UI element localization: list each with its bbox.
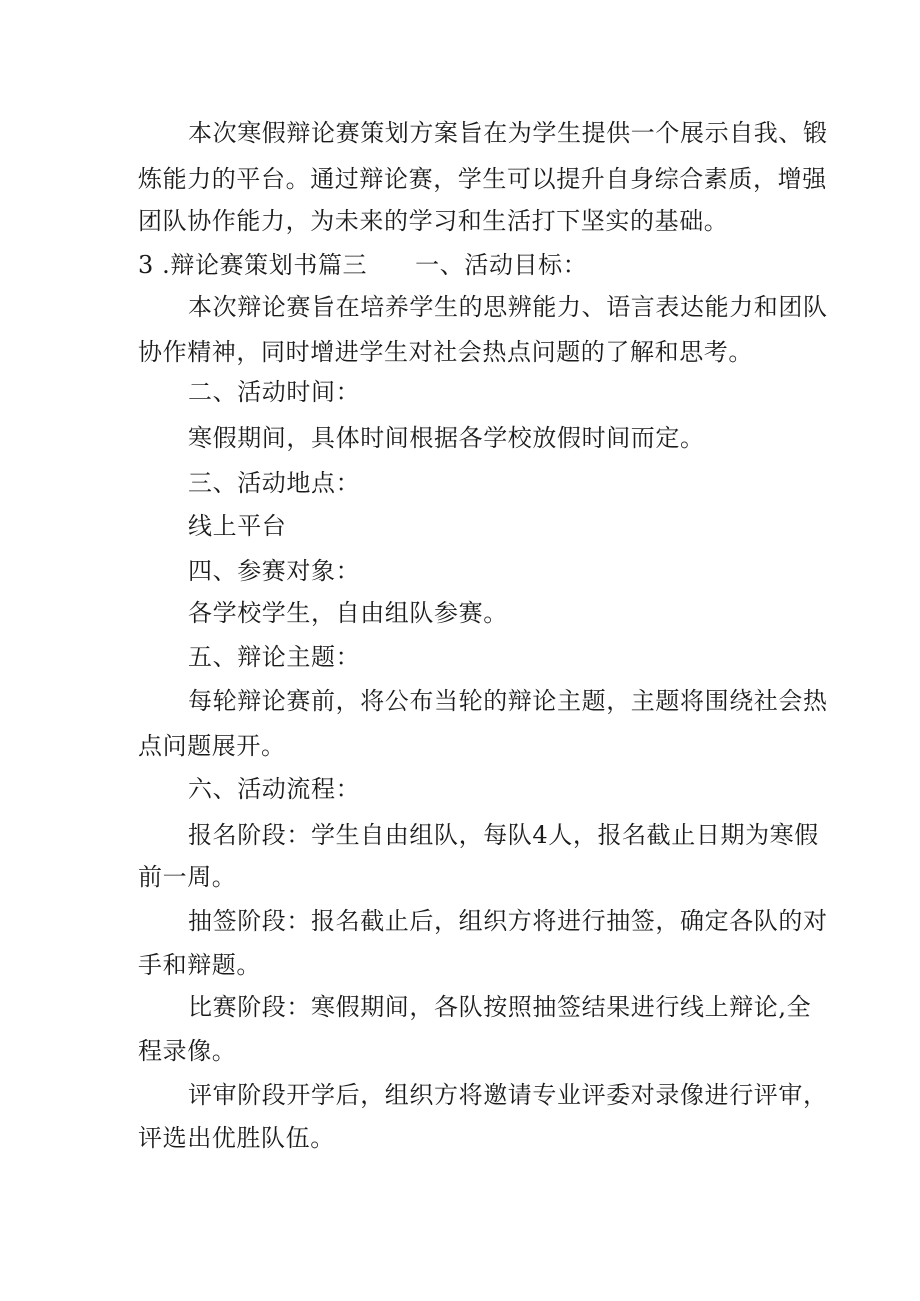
- place-text: 线上平台: [188, 512, 287, 540]
- time-heading: 二、活动时间：: [188, 378, 361, 406]
- process-step-line: 报名阶段：学生自由组队，每队4人，报名截止日期为寒假: [188, 821, 819, 849]
- place-heading: 三、活动地点：: [188, 469, 361, 497]
- process-heading: 六、活动流程：: [188, 775, 361, 803]
- participants-text: 各学校学生，自由组队参赛。: [188, 599, 508, 627]
- process-step-line: 抽签阶段：报名截止后，组织方将进行抽签，确定各队的对: [188, 907, 828, 935]
- participants-heading: 四、参赛对象：: [188, 557, 361, 585]
- process-step-line: 评审阶段开学后，组织方将邀请专业评委对录像进行评审，: [188, 1081, 828, 1109]
- topic-paragraph-line: 每轮辩论赛前，将公布当轮的辩论主题，主题将围绕社会热: [188, 687, 828, 715]
- process-step-line: 比赛阶段：寒假期间，各队按照抽签结果进行线上辩论,全: [188, 993, 812, 1021]
- process-step-line: 评选出优胜队伍。: [138, 1124, 335, 1152]
- section-title: .辩论赛策划书篇三: [162, 251, 368, 279]
- goal-heading: 一、活动目标：: [415, 251, 588, 279]
- intro-paragraph-line: 本次寒假辩论赛策划方案旨在为学生提供一个展示自我、锻: [188, 119, 828, 147]
- intro-paragraph-line: 团队协作能力，为未来的学习和生活打下坚实的基础。: [138, 207, 729, 235]
- process-step-line: 前一周。: [138, 863, 237, 891]
- topic-heading: 五、辩论主题：: [188, 643, 361, 671]
- time-text: 寒假期间，具体时间根据各学校放假时间而定。: [188, 424, 705, 452]
- topic-paragraph-line: 点问题展开。: [138, 732, 286, 760]
- intro-paragraph-line: 炼能力的平台。通过辩论赛，学生可以提升自身综合素质，增强: [138, 165, 827, 193]
- section-number: 3: [138, 251, 154, 279]
- process-step-line: 程录像。: [138, 1037, 237, 1065]
- section-heading: [138, 250, 587, 280]
- goal-paragraph-line: 本次辩论赛旨在培养学生的思辨能力、语言表达能力和团队: [188, 293, 828, 321]
- goal-paragraph-line: 协作精神，同时增进学生对社会热点问题的了解和思考。: [138, 338, 753, 366]
- process-step-line: 手和辩题。: [138, 951, 261, 979]
